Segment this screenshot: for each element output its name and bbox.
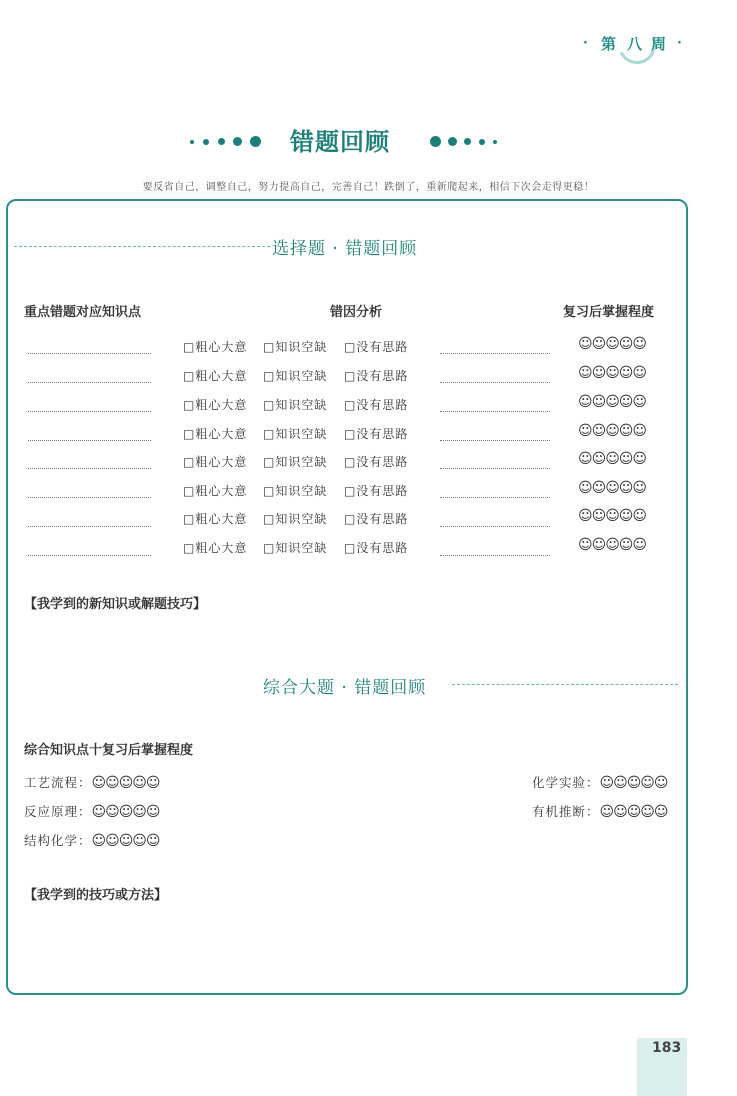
item-smileys[interactable]: ☺☺☺☺☺: [599, 775, 668, 791]
cause-blank[interactable]: [440, 353, 550, 354]
option-knowledge-gap[interactable]: □知识空缺: [263, 369, 328, 383]
page-heading: [0, 120, 737, 160]
item-smileys[interactable]: ☺☺☺☺☺: [91, 775, 160, 791]
knowledge-blank[interactable]: [28, 555, 151, 556]
item-process-flow: [24, 773, 160, 791]
comprehensive-title-dashline: [452, 684, 678, 685]
page-title: 错题回顾: [290, 128, 390, 156]
option-knowledge-gap[interactable]: □知识空缺: [263, 484, 328, 498]
item-label: 反应原理：: [24, 804, 92, 819]
col-mastery-header: 复习后掌握程度: [563, 305, 655, 320]
mastery-smileys[interactable]: ☺☺☺☺☺: [578, 336, 646, 352]
option-careless[interactable]: □粗心大意: [183, 340, 248, 354]
item-smileys[interactable]: ☺☺☺☺☺: [91, 804, 160, 820]
mastery-smileys[interactable]: ☺☺☺☺☺: [578, 537, 646, 553]
option-knowledge-gap[interactable]: □知识空缺: [263, 340, 328, 354]
cause-blank[interactable]: [440, 468, 550, 469]
knowledge-blank[interactable]: [28, 440, 151, 441]
knowledge-blank[interactable]: [28, 382, 151, 383]
option-careless[interactable]: □粗心大意: [183, 484, 248, 498]
knowledge-blank[interactable]: [28, 497, 151, 498]
option-no-idea[interactable]: □没有思路: [344, 340, 409, 354]
option-no-idea[interactable]: □没有思路: [344, 427, 409, 441]
option-no-idea[interactable]: □没有思路: [344, 455, 409, 469]
knowledge-blank[interactable]: [28, 526, 151, 527]
col-knowledge-header: 重点错题对应知识点: [24, 305, 142, 320]
item-structural-chemistry: [24, 831, 160, 849]
item-label: 有机推断：: [532, 804, 600, 819]
mastery-smileys[interactable]: ☺☺☺☺☺: [578, 394, 646, 410]
mastery-smileys[interactable]: ☺☺☺☺☺: [578, 480, 646, 496]
option-careless[interactable]: □粗心大意: [183, 512, 248, 526]
week-char-di: 第: [601, 35, 617, 53]
item-reaction-principle: [24, 802, 160, 820]
option-knowledge-gap[interactable]: □知识空缺: [263, 427, 328, 441]
week-char-zhou: 周: [651, 35, 667, 53]
option-careless[interactable]: □粗心大意: [183, 455, 248, 469]
choice-section-title: 选择题 · 错题回顾: [272, 239, 418, 259]
item-label: 化学实验：: [532, 775, 600, 790]
cause-blank[interactable]: [440, 526, 550, 527]
option-knowledge-gap[interactable]: □知识空缺: [263, 512, 328, 526]
option-no-idea[interactable]: □没有思路: [344, 512, 409, 526]
option-careless[interactable]: □粗心大意: [183, 398, 248, 412]
cause-blank[interactable]: [440, 411, 550, 412]
knowledge-blank[interactable]: [28, 411, 151, 412]
option-no-idea[interactable]: □没有思路: [344, 541, 409, 555]
cause-blank[interactable]: [440, 382, 550, 383]
option-no-idea[interactable]: □没有思路: [344, 369, 409, 383]
item-organic-inference: [532, 802, 668, 820]
week-right-dot: ·: [677, 35, 682, 51]
week-left-dot: ·: [583, 35, 588, 51]
heading-dots-left: [190, 137, 260, 147]
item-label: 工艺流程：: [24, 775, 92, 790]
comprehensive-section-title: 综合大题 · 错题回顾: [263, 678, 427, 698]
option-no-idea[interactable]: □没有思路: [344, 484, 409, 498]
option-knowledge-gap[interactable]: □知识空缺: [263, 455, 328, 469]
page-number: 183: [652, 1040, 682, 1056]
option-knowledge-gap[interactable]: □知识空缺: [263, 398, 328, 412]
mastery-smileys[interactable]: ☺☺☺☺☺: [578, 423, 646, 439]
mastery-smileys[interactable]: ☺☺☺☺☺: [578, 451, 646, 467]
item-smileys[interactable]: ☺☺☺☺☺: [91, 833, 160, 849]
choice-title-dashline: [14, 246, 270, 247]
option-knowledge-gap[interactable]: □知识空缺: [263, 541, 328, 555]
week-badge: [583, 30, 693, 60]
knowledge-blank[interactable]: [28, 353, 151, 354]
heading-dots-right: [430, 137, 500, 147]
comprehensive-learned-label: 【我学到的技巧或方法】: [24, 888, 168, 903]
comprehensive-header: 综合知识点十复习后掌握程度: [24, 743, 194, 758]
item-label: 结构化学：: [24, 833, 92, 848]
mastery-smileys[interactable]: ☺☺☺☺☺: [578, 508, 646, 524]
col-cause-header: 错因分析: [330, 305, 383, 320]
cause-blank[interactable]: [440, 497, 550, 498]
week-char-number: 八: [627, 35, 643, 53]
motivational-subtitle: 要反省自己，调整自己，努力提高自己，完善自己！跌倒了，重新爬起来，相信下次会走得更稳！: [142, 182, 595, 193]
cause-blank[interactable]: [440, 555, 550, 556]
choice-learned-label: 【我学到的新知识或解题技巧】: [24, 597, 207, 612]
mastery-smileys[interactable]: ☺☺☺☺☺: [578, 365, 646, 381]
item-smileys[interactable]: ☺☺☺☺☺: [599, 804, 668, 820]
option-careless[interactable]: □粗心大意: [183, 427, 248, 441]
knowledge-blank[interactable]: [28, 468, 151, 469]
option-careless[interactable]: □粗心大意: [183, 541, 248, 555]
cause-blank[interactable]: [440, 440, 550, 441]
option-no-idea[interactable]: □没有思路: [344, 398, 409, 412]
option-careless[interactable]: □粗心大意: [183, 369, 248, 383]
item-chemistry-experiment: [532, 773, 668, 791]
